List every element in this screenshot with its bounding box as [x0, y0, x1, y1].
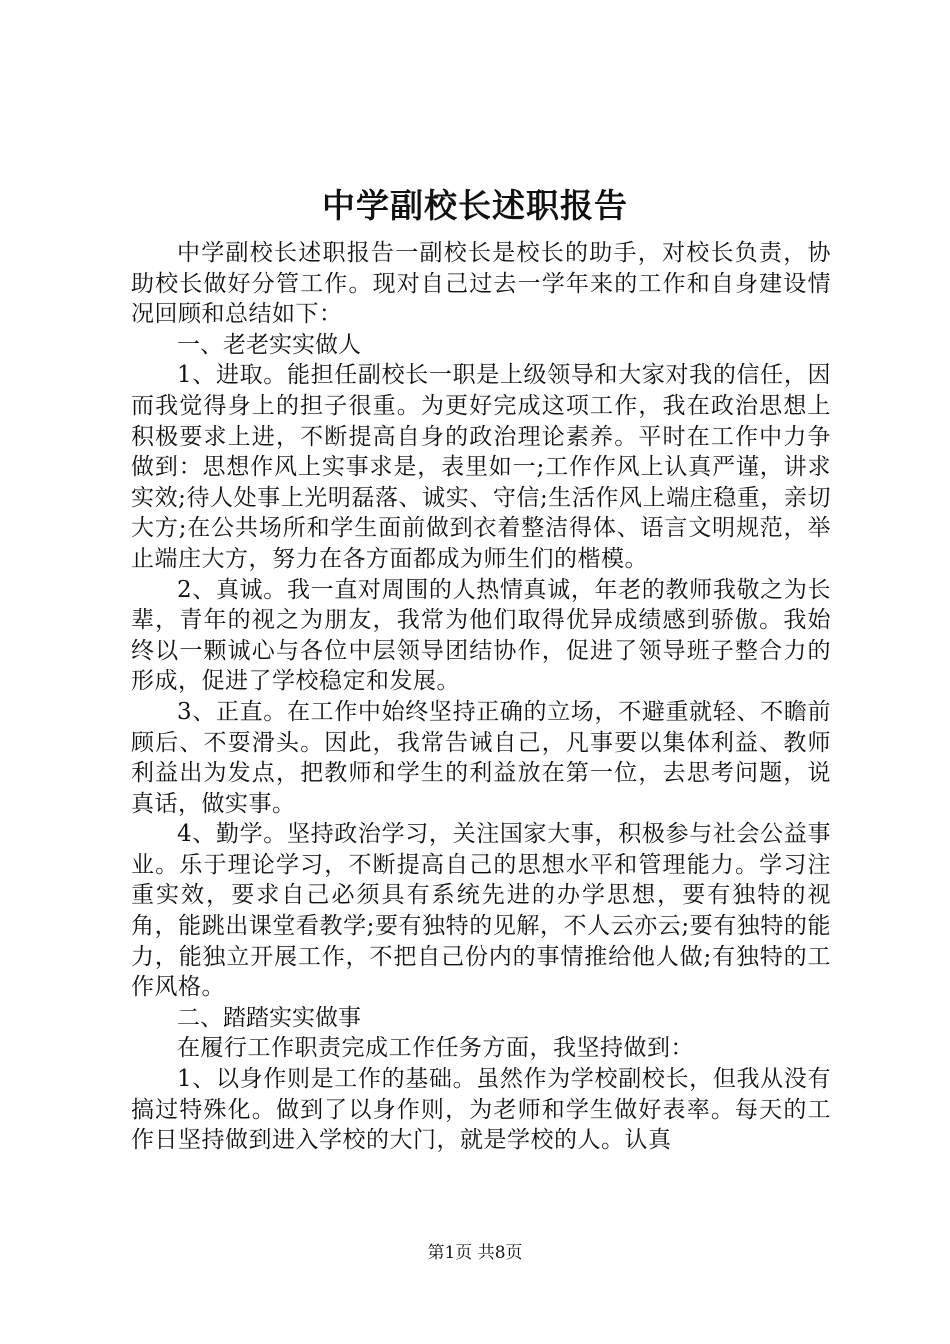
paragraph: 在履行工作职责完成工作任务方面，我坚持做到： [177, 1035, 694, 1062]
document-body [131, 238, 831, 1156]
page-number-footer: 第1页 共8页 [427, 1243, 523, 1263]
paragraph: 中学副校长述职报告一副校长是校长的助手，对校长负责，协助校长做好分管工作。现对自己过去一学年来的工作和自身建设情况回顾和总结如下： [131, 240, 831, 328]
paragraph: 1、进取。能担任副校长一职是上级领导和大家对我的信任，因而我觉得身上的担子很重。为更好完成这项工作，我在政治思想上积极要求上进，不断提高自身的政治理论素养。平时在工作中力争做到：思想作风上实事求是，表里如一;工作作风上认真严谨，讲求实效;待人处事上光明磊落、诚实、守信;生活作风上端庄稳重，亲切大方;在公共场所和学生面前做到衣着整洁得体、语言文明规范，举止端庄大方，努力在各方面都成为师生们的楷模。 [131, 362, 831, 572]
paragraph: 2、真诚。我一直对周围的人热情真诚，年老的教师我敬之为长辈，青年的视之为朋友，我常为他们取得优异成绩感到骄傲。我始终以一颗诚心与各位中层领导团结协作，促进了领导班子整合力的形成，促进了学校稳定和发展。 [131, 576, 831, 695]
document-title: 中学副校长述职报告 [322, 186, 628, 225]
paragraph: 3、正直。在工作中始终坚持正确的立场，不避重就轻、不瞻前顾后、不耍滑头。因此，我常告诫自己，凡事要以集体利益、教师利益出为发点，把教师和学生的利益放在第一位，去思考问题，说真话，做实事。 [131, 698, 831, 817]
section-heading: 二、踏踏实实做事 [177, 1004, 361, 1031]
section-heading: 一、老老实实做人 [177, 331, 361, 358]
paragraph: 1、以身作则是工作的基础。虽然作为学校副校长，但我从没有搞过特殊化。做到了以身作则，为老师和学生做好表率。每天的工作日坚持做到进入学校的大门，就是学校的人。认真 [131, 1066, 831, 1154]
paragraph: 4、勤学。坚持政治学习，关注国家大事，积极参与社会公益事业。乐于理论学习，不断提高自己的思想水平和管理能力。学习注重实效，要求自己必须具有系统先进的办学思想，要有独特的视角，能跳出课堂看教学;要有独特的见解，不人云亦云;要有独特的能力，能独立开展工作，不把自己份内的事情推给他人做;有独特的工作风格。 [131, 821, 831, 1001]
